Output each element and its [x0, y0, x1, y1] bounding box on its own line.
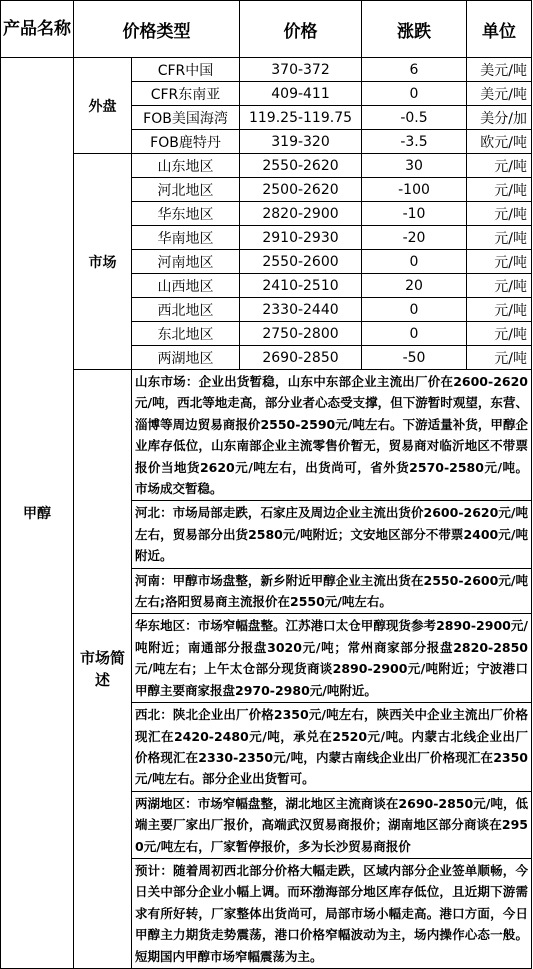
price-cell: 2690-2850	[240, 346, 362, 370]
price-cell: 2550-2600	[240, 250, 362, 274]
market-group-label: 市场	[74, 154, 132, 370]
price-type-cell: FOB美国海湾	[132, 106, 240, 130]
price-cell: 119.25-119.75	[240, 106, 362, 130]
commentary-paragraph: 预计：随着周初西北部分价格大幅走跌，区域内部分企业签单顺畅，今日关中部分企业小幅上调。而环渤海部分地区库存低位，且近期下游需求有所好转，厂家整体出货尚可，局部市场小幅走高。港口方面，今日甲醇主力期货走势震荡，港口价格窄幅波动为主，场内操作心态一般。短期国内甲醇市场窄幅震荡为主。	[132, 858, 532, 968]
change-cell: 30	[362, 154, 467, 178]
table-row	[1, 58, 532, 82]
change-cell: 0	[362, 298, 467, 322]
price-type-cell: 山东地区	[132, 154, 240, 178]
unit-cell: 元/吨	[467, 274, 532, 298]
product-name-cell: 甲醇	[1, 58, 74, 969]
price-cell: 2550-2620	[240, 154, 362, 178]
price-type-cell: 西北地区	[132, 298, 240, 322]
unit-cell: 元/吨	[467, 202, 532, 226]
price-type-cell: 河北地区	[132, 178, 240, 202]
unit-cell: 美元/吨	[467, 82, 532, 106]
price-type-cell: 东北地区	[132, 322, 240, 346]
price-type-cell: 华东地区	[132, 202, 240, 226]
price-type-cell: 华南地区	[132, 226, 240, 250]
commentary-paragraph: 西北：陕北企业出厂价格2350元/吨左右，陕西关中企业主流出厂价格现汇在2420-2480元/吨，承兑在2520元/吨。内蒙古北线企业出厂价格现汇在2330-2350元/吨，内蒙古南线企业出厂价格现汇在2350元/吨左右。部分企业出货暂可。	[132, 703, 532, 792]
price-cell: 2410-2510	[240, 274, 362, 298]
commentary-group-label: 市场简述	[74, 370, 132, 969]
price-cell: 370-372	[240, 58, 362, 82]
header-row	[1, 1, 532, 58]
header-unit: 单位	[467, 1, 532, 58]
commentary-paragraph: 河北：市场局部走跌，石家庄及周边企业主流出货价2600-2620元/吨左右，贸易部分出货2580元/吨附近；文安地区部分不带票2400元/吨附近。	[132, 501, 532, 568]
change-cell: -3.5	[362, 130, 467, 154]
unit-cell: 元/吨	[467, 250, 532, 274]
unit-cell: 元/吨	[467, 298, 532, 322]
unit-cell: 元/吨	[467, 154, 532, 178]
unit-cell: 美元/吨	[467, 58, 532, 82]
unit-cell: 元/吨	[467, 346, 532, 370]
price-type-cell: 河南地区	[132, 250, 240, 274]
unit-cell: 美分/加	[467, 106, 532, 130]
price-type-cell: 山西地区	[132, 274, 240, 298]
price-cell: 319-320	[240, 130, 362, 154]
unit-cell: 欧元/吨	[467, 130, 532, 154]
change-cell: -100	[362, 178, 467, 202]
header-product-name: 产品名称	[1, 1, 74, 58]
change-cell: 0	[362, 250, 467, 274]
price-cell: 2750-2800	[240, 322, 362, 346]
change-cell: -50	[362, 346, 467, 370]
commentary-paragraph: 河南：甲醇市场盘整，新乡附近甲醇企业主流出货在2550-2600元/吨左右;洛阳贸易商主流报价在2550元/吨左右。	[132, 568, 532, 614]
header-change: 涨跌	[362, 1, 467, 58]
change-cell: 0	[362, 322, 467, 346]
change-cell: -10	[362, 202, 467, 226]
change-cell: 0	[362, 82, 467, 106]
price-type-cell: FOB鹿特丹	[132, 130, 240, 154]
price-cell: 2330-2440	[240, 298, 362, 322]
price-type-cell: CFR东南亚	[132, 82, 240, 106]
external-group-label: 外盘	[74, 58, 132, 154]
price-type-cell: 两湖地区	[132, 346, 240, 370]
unit-cell: 元/吨	[467, 178, 532, 202]
commentary-row	[1, 370, 532, 501]
commentary-paragraph: 华东地区：市场窄幅盘整。江苏港口太仓甲醇现货参考2890-2900元/吨附近；南通部分报盘3020元/吨；常州商家部分报盘2820-2850元/吨左右；上午太仓部分现货商谈2890-2900元/吨附近；宁波港口甲醇主要商家报盘2970-2980元/吨附近。	[132, 614, 532, 703]
table-row	[1, 154, 532, 178]
price-type-cell: CFR中国	[132, 58, 240, 82]
price-cell: 2910-2930	[240, 226, 362, 250]
price-cell: 2820-2900	[240, 202, 362, 226]
commentary-paragraph: 两湖地区：市场窄幅盘整，湖北地区主流商谈在2690-2850元/吨，低端主要厂家出厂报价，高端武汉贸易商报价；湖南地区部分商谈在2950元/吨左右，厂家暂停报价，多为长沙贸易商报价	[132, 791, 532, 858]
unit-cell: 元/吨	[467, 322, 532, 346]
unit-cell: 元/吨	[467, 226, 532, 250]
price-cell: 409-411	[240, 82, 362, 106]
change-cell: 6	[362, 58, 467, 82]
change-cell: 20	[362, 274, 467, 298]
change-cell: -20	[362, 226, 467, 250]
commentary-paragraph: 山东市场：企业出货暂稳，山东中东部企业主流出厂价在2600-2620元/吨，西北等地走高，部分业者心态受支撑，但下游暂时观望，东营、淄博等周边贸易商报价2550-2590元/吨左右。下游适量补货，甲醇企业库存低位，山东南部企业主流零售价暂无，贸易商对临沂地区不带票报价当地货2620元/吨左右，出货尚可，省外货2570-2580元/吨。市场成交暂稳。	[132, 370, 532, 501]
header-price: 价格	[240, 1, 362, 58]
price-cell: 2500-2620	[240, 178, 362, 202]
change-cell: -0.5	[362, 106, 467, 130]
header-price-type: 价格类型	[74, 1, 240, 58]
